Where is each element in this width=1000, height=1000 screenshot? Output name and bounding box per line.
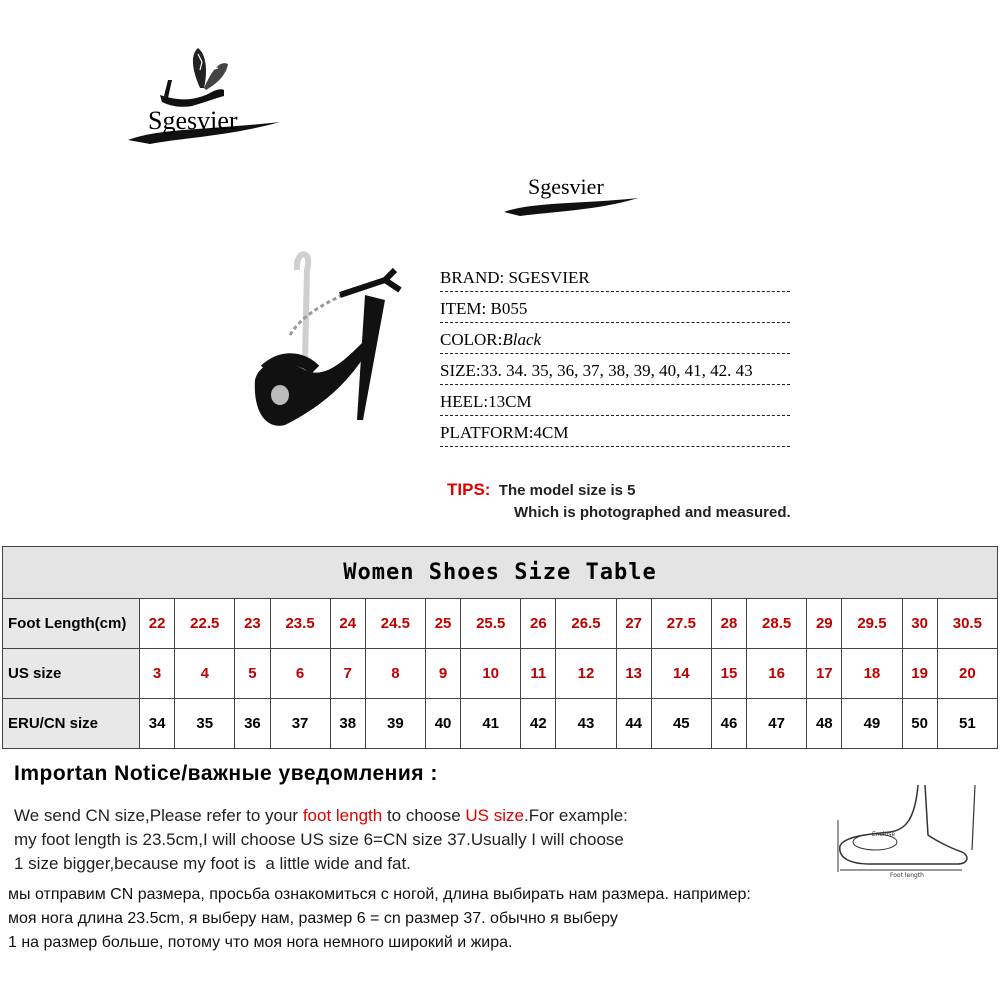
table-cell: 39 (365, 699, 425, 749)
table-cell: 44 (616, 699, 651, 749)
table-cell: 25 (425, 599, 460, 649)
item-label: ITEM: (440, 299, 487, 318)
row-header: Foot Length(cm) (3, 599, 140, 649)
table-cell: 5 (235, 649, 270, 699)
row-header: US size (3, 649, 140, 699)
table-cell: 27 (616, 599, 651, 649)
table-cell: 28 (711, 599, 746, 649)
table-cell: 9 (425, 649, 460, 699)
size-table-title: Women Shoes Size Table (3, 547, 998, 599)
table-cell: 26.5 (556, 599, 616, 649)
table-cell: 49 (842, 699, 902, 749)
platform-row (440, 419, 840, 450)
size-row (440, 357, 840, 388)
platform-label: PLATFORM: (440, 423, 534, 442)
color-label: COLOR: (440, 330, 503, 349)
notice-en-line2: my foot length is 23.5cm,I will choose US size 6=CN size 37.Usually I will choose (14, 830, 624, 849)
color-value: Black (502, 330, 542, 349)
table-cell: 28.5 (747, 599, 807, 649)
table-cell: 43 (556, 699, 616, 749)
table-cell: 8 (365, 649, 425, 699)
brand-row (440, 264, 840, 295)
table-cell: 19 (902, 649, 937, 699)
table-cell: 12 (556, 649, 616, 699)
table-cell: 22.5 (175, 599, 235, 649)
table-cell: 30 (902, 599, 937, 649)
table-cell: 24.5 (365, 599, 425, 649)
size-label: SIZE: (440, 361, 481, 380)
notice-ru-line2: моя нога длина 23.5cm, я выберу нам, размер 6 = cn размер 37. обычно я выберу (8, 910, 618, 927)
size-table (2, 546, 998, 749)
table-cell: 3 (140, 649, 175, 699)
notice-en-text: We send CN size,Please refer to your (14, 806, 303, 825)
table-cell: 16 (747, 649, 807, 699)
item-row (440, 295, 840, 326)
table-cell: 51 (937, 699, 997, 749)
table-cell: 25.5 (461, 599, 521, 649)
table-cell: 41 (461, 699, 521, 749)
table-cell: 23 (235, 599, 270, 649)
tips (447, 480, 791, 521)
foot-enclose-label: Enclose (872, 831, 896, 838)
table-cell: 11 (521, 649, 556, 699)
table-cell: 23.5 (270, 599, 330, 649)
heel-row (440, 388, 840, 419)
table-cell: 24 (330, 599, 365, 649)
brand-logo (120, 40, 290, 160)
table-cell: 38 (330, 699, 365, 749)
notice-highlight-us-size: US size (465, 806, 524, 825)
butterfly-heel-logo-icon (120, 40, 290, 160)
brand-logo-text: Sgesvier (148, 106, 238, 135)
table-cell: 15 (711, 649, 746, 699)
table-cell: 40 (425, 699, 460, 749)
row-header: ERU/CN size (3, 699, 140, 749)
table-row (3, 699, 998, 749)
table-row (3, 649, 998, 699)
heel-label: HEEL: (440, 392, 489, 411)
sandal-product-image (245, 240, 425, 450)
heel-value: 13CM (488, 392, 532, 411)
table-cell: 42 (521, 699, 556, 749)
table-cell: 45 (651, 699, 711, 749)
notice-english (14, 804, 628, 876)
table-cell: 6 (270, 649, 330, 699)
tips-line2: Which is photographed and measured. (514, 504, 791, 521)
table-cell: 26 (521, 599, 556, 649)
product-info (440, 264, 840, 450)
table-row (3, 599, 998, 649)
table-cell: 13 (616, 649, 651, 699)
table-cell: 35 (175, 699, 235, 749)
brand-value: SGESVIER (504, 268, 590, 287)
table-cell: 20 (937, 649, 997, 699)
table-cell: 48 (807, 699, 842, 749)
table-cell: 50 (902, 699, 937, 749)
item-value: B055 (486, 299, 528, 318)
table-cell: 18 (842, 649, 902, 699)
table-cell: 34 (140, 699, 175, 749)
table-cell: 4 (175, 649, 235, 699)
table-cell: 10 (461, 649, 521, 699)
notice-title: Importan Notice/важные уведомления : (14, 762, 438, 785)
notice-russian (8, 883, 751, 955)
notice-ru-line1: мы отправим CN размера, просьба ознакомиться с ногой, длина выбирать нам размера. например: (8, 886, 751, 903)
brand-label: BRAND: (440, 268, 505, 287)
brand-logo-small (500, 168, 645, 218)
size-value: 33. 34. 35, 36, 37, 38, 39, 40, 41, 42. 43 (480, 361, 753, 380)
table-cell: 29.5 (842, 599, 902, 649)
foot-diagram-icon (830, 780, 990, 880)
color-row (440, 326, 840, 357)
foot-length-label: Foot length (890, 872, 924, 879)
platform-value: 4CM (533, 423, 569, 442)
table-cell: 37 (270, 699, 330, 749)
table-cell: 17 (807, 649, 842, 699)
notice-en-text: .For example: (523, 806, 628, 825)
tips-label: TIPS: (447, 480, 491, 499)
tips-line1: The model size is 5 (498, 482, 636, 499)
table-cell: 7 (330, 649, 365, 699)
brand-logo-small-text: Sgesvier (528, 174, 604, 199)
notice-highlight-foot-length: foot length (302, 806, 383, 825)
notice-ru-line3: 1 на размер больше, потому что моя нога немного широкий и жира. (8, 934, 513, 951)
table-cell: 27.5 (651, 599, 711, 649)
table-cell: 22 (140, 599, 175, 649)
table-cell: 29 (807, 599, 842, 649)
table-cell: 46 (711, 699, 746, 749)
notice-en-text: to choose (382, 806, 466, 825)
table-cell: 47 (747, 699, 807, 749)
notice-en-line3: 1 size bigger,because my foot is a little wide and fat. (14, 854, 411, 873)
table-cell: 30.5 (937, 599, 997, 649)
table-cell: 14 (651, 649, 711, 699)
table-cell: 36 (235, 699, 270, 749)
